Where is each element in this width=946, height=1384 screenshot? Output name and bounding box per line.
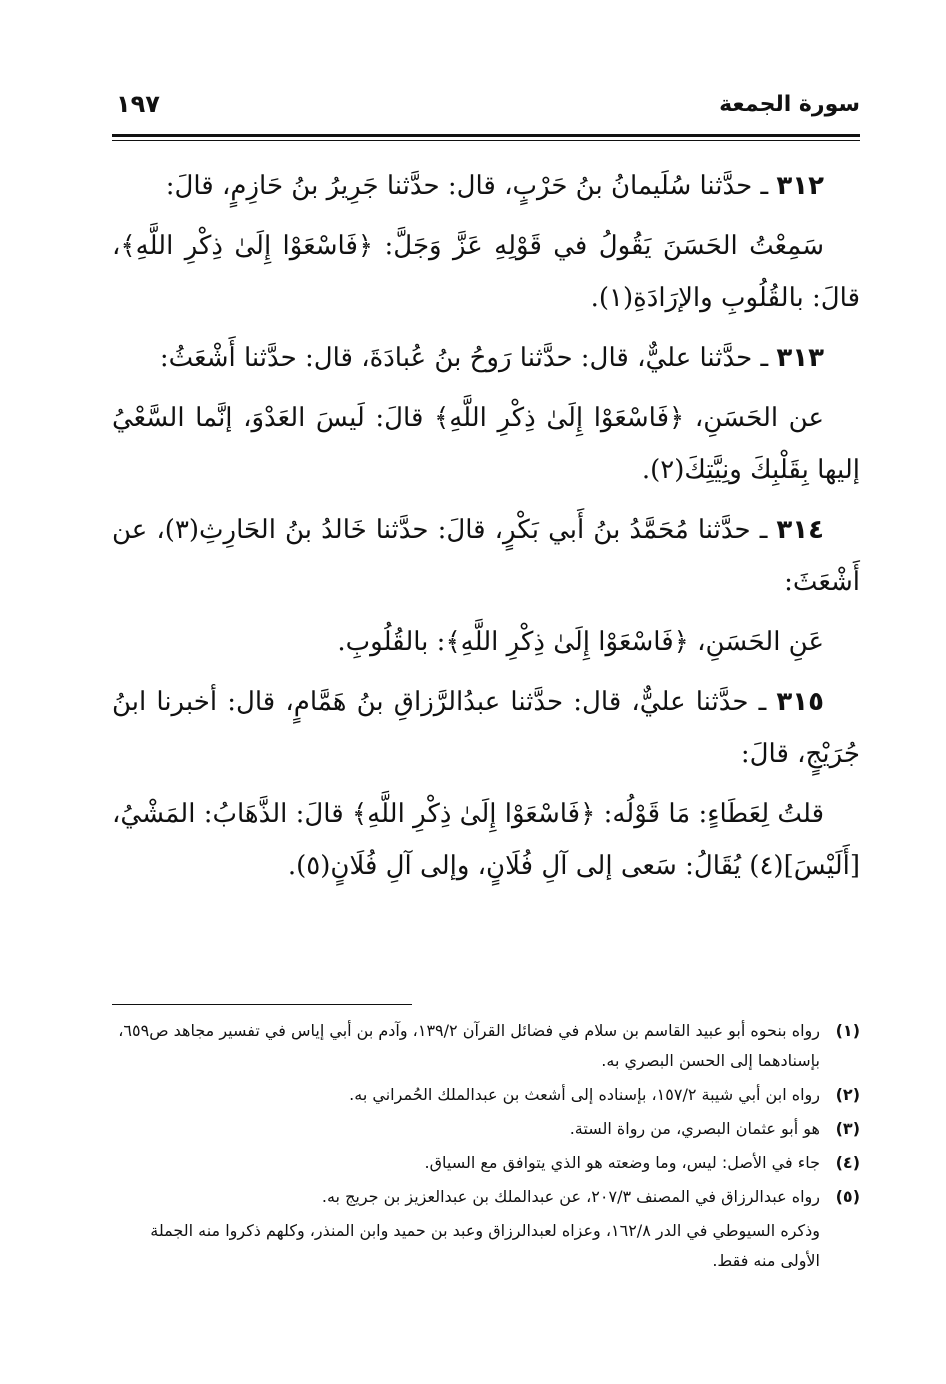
hadith-text: قلتُ لِعَطَاءٍ: مَا قَوْلُه: ﴿فَاسْعَوْا إِلَىٰ ذِكْرِ اللَّهِ﴾ قالَ: الذَّهَابُ: المَشْيُ، [أَلَيْسَ](٤) يُقَالُ: سَعى إلى آلِ فُلَانٍ، وإلى آلِ فُلَانٍ(٥).	[112, 799, 860, 881]
header-rule-thick	[112, 134, 860, 137]
header-rule-thin	[112, 140, 860, 141]
book-page	[112, 88, 860, 1368]
footnote-1	[112, 1016, 860, 1076]
hadith-text: عَنِ الحَسَنِ، ﴿فَاسْعَوْا إِلَىٰ ذِكْرِ اللَّهِ﴾: بالقُلُوبِ.	[337, 627, 824, 657]
footnote-4	[112, 1148, 860, 1178]
footnote-mark: (٣)	[835, 1119, 860, 1138]
surah-title: سورة الجمعة	[719, 92, 860, 117]
footnote-mark: (٤)	[835, 1153, 860, 1172]
footnotes	[112, 1016, 860, 1276]
hadith-313-matn	[112, 392, 860, 496]
footnote-2	[112, 1080, 860, 1110]
hadith-text: عن الحَسَنِ، ﴿فَاسْعَوْا إِلَىٰ ذِكْرِ اللَّهِ﴾ قالَ: لَيسَ العَدْوَ، إنَّما السَّعْيُ إليها بِقَلْبِكَ ونِيَّتِكَ(٢).	[112, 403, 860, 485]
hadith-315-matn	[112, 788, 860, 892]
footnote-mark: (٢)	[835, 1085, 860, 1104]
hadith-text: ـ حدَّثنا سُلَيمانُ بنُ حَرْبٍ، قال: حدَّثنا جَرِيرُ بنُ حَازِمٍ، قالَ:	[165, 171, 777, 201]
hadith-text: ـ حدَّثنا عليٌّ، قال: حدَّثنا رَوحُ بنُ عُبادَةَ، قال: حدَّثنا أَشْعَثُ:	[159, 343, 777, 373]
hadith-312	[112, 160, 860, 212]
footnote-separator	[112, 1004, 412, 1005]
footnote-mark: (١)	[835, 1021, 860, 1040]
footnote-text: رواه ابن أبي شيبة ١٥٧/٢، بإسناده إلى أشعث بن عبدالملك الحُمراني به.	[349, 1085, 820, 1104]
hadith-text: ـ حدَّثنا عليٌّ، قال: حدَّثنا عبدُالرَّزاقِ بنُ هَمَّامٍ، قال: أخبرنا ابنُ جُرَيْجٍ، قالَ:	[112, 687, 860, 769]
hadith-314-matn	[112, 616, 860, 668]
hadith-text: ـ حدَّثنا مُحَمَّدُ بنُ أَبي بَكْرٍ، قالَ: حدَّثنا خَالدُ بنُ الحَارِثِ(٣)، عن أَشْعَثَ:	[112, 515, 860, 597]
hadith-text: سَمِعْتُ الحَسَنَ يَقُولُ في قَوْلِهِ عَزَّ وَجَلَّ: ﴿فَاسْعَوْا إِلَىٰ ذِكْرِ اللَّهِ﴾، قالَ: بالقُلُوبِ والإرَادَةِ(١).	[112, 231, 860, 313]
hadith-312-matn	[112, 220, 860, 324]
footnote-3	[112, 1114, 860, 1144]
footnote-text: رواه بنحوه أبو عبيد القاسم بن سلام في فضائل القرآن ١٣٩/٢، وآدم بن أبي إياس في تفسير مجاهد ص٦٥٩، بإسنادهما إلى الحسن البصري به.	[118, 1021, 820, 1070]
footnote-text: جاء في الأصل: ليس، وما وضعته هو الذي يتوافق مع السياق.	[424, 1153, 820, 1172]
main-text	[112, 160, 860, 900]
footnote-text: هو أبو عثمان البصري، من رواة الستة.	[569, 1119, 820, 1138]
footnote-5-continuation: وذكره السيوطي في الدر ١٦٢/٨، وعزاه لعبدالرزاق وعبد بن حميد وابن المنذر، وكلهم ذكروا منه الجملة الأولى منه فقط.	[150, 1221, 820, 1270]
hadith-315	[112, 676, 860, 780]
footnote-5	[112, 1182, 860, 1212]
hadith-number: ٣١٤	[776, 515, 824, 545]
hadith-314	[112, 504, 860, 608]
hadith-number: ٣١٥	[776, 687, 824, 717]
footnote-text: رواه عبدالرزاق في المصنف ٢٠٧/٣، عن عبدالملك بن عبدالعزيز بن جريج به.	[321, 1187, 820, 1206]
page-number: ١٩٧	[116, 90, 160, 118]
page-header	[112, 88, 860, 128]
hadith-number: ٣١٣	[776, 343, 824, 373]
hadith-number: ٣١٢	[776, 171, 824, 201]
footnote-mark: (٥)	[835, 1187, 860, 1206]
hadith-313	[112, 332, 860, 384]
